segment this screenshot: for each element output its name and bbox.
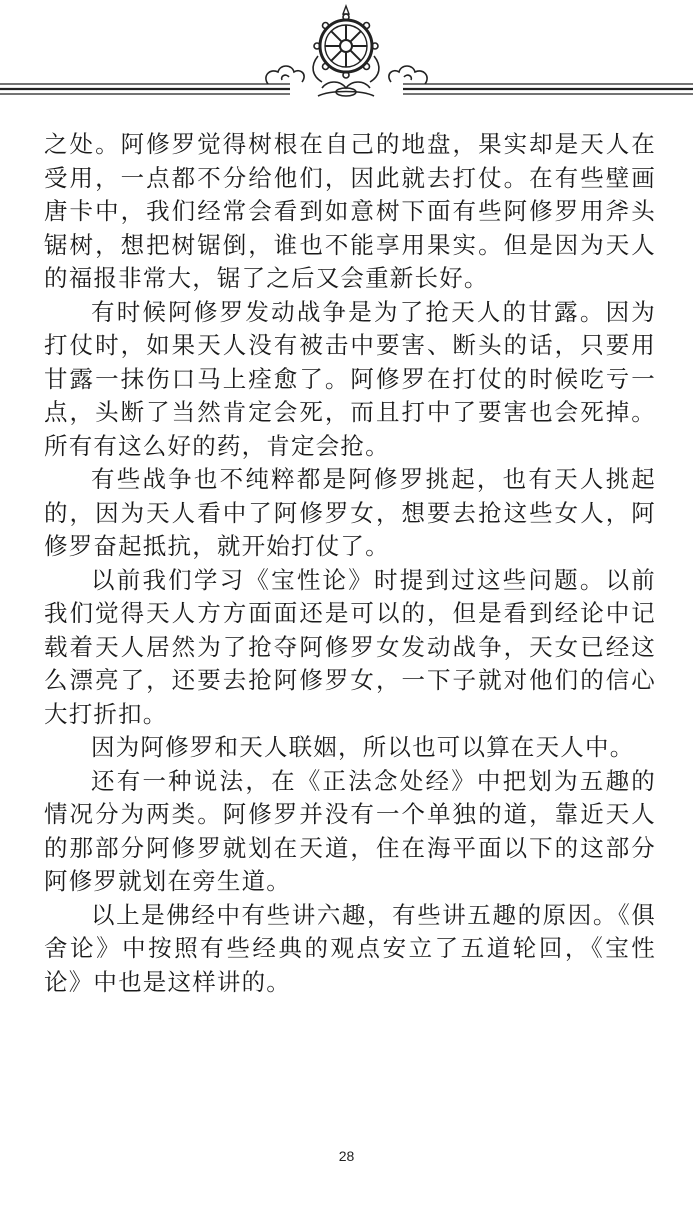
- paragraph-4: 以前我们学习《宝性论》时提到过这些问题。以前我们觉得天人方方面面还是可以的，但是看到经论中记载着天人居然为了抢夺阿修罗女发动战争，天女已经这么漂亮了，还要去抢阿修罗女，一下子就对他们的信心大打折扣。: [44, 565, 656, 728]
- dharma-wheel-icon: [0, 0, 693, 110]
- page-number: 28: [338, 1148, 355, 1164]
- body-text: [44, 128, 656, 999]
- header-ornament: [0, 0, 693, 110]
- paragraph-2: 有时候阿修罗发动战争是为了抢天人的甘露。因为打仗时，如果天人没有被击中要害、断头的话，只要用甘露一抹伤口马上痊愈了。阿修罗在打仗的时候吃亏一点，头断了当然肯定会死，而且打中了要害也会死掉。所有有这么好的药，肯定会抢。: [44, 297, 656, 460]
- paragraph-5: 因为阿修罗和天人联姻，所以也可以算在天人中。: [91, 733, 635, 761]
- paragraph-7: 以上是佛经中有些讲六趣，有些讲五趣的原因。《俱舍论》中按照有些经典的观点安立了五道轮回，《宝性论》中也是这样讲的。: [44, 900, 656, 996]
- paragraph-1: 之处。阿修罗觉得树根在自己的地盘，果实却是天人在受用，一点都不分给他们，因此就去打仗。在有些壁画唐卡中，我们经常会看到如意树下面有些阿修罗用斧头锯树，想把树锯倒，谁也不能享用果实。但是因为天人的福报非常大，锯了之后又会重新长好。: [44, 130, 656, 292]
- paragraph-6: 还有一种说法，在《正法念处经》中把划为五趣的情况分为两类。阿修罗并没有一个单独的道，靠近天人的那部分阿修罗就划在天道，住在海平面以下的这部分阿修罗就划在旁生道。: [44, 766, 656, 895]
- paragraph-3: 有些战争也不纯粹都是阿修罗挑起，也有天人挑起的，因为天人看中了阿修罗女，想要去抢这些女人，阿修罗奋起抵抗，就开始打仗了。: [44, 465, 656, 560]
